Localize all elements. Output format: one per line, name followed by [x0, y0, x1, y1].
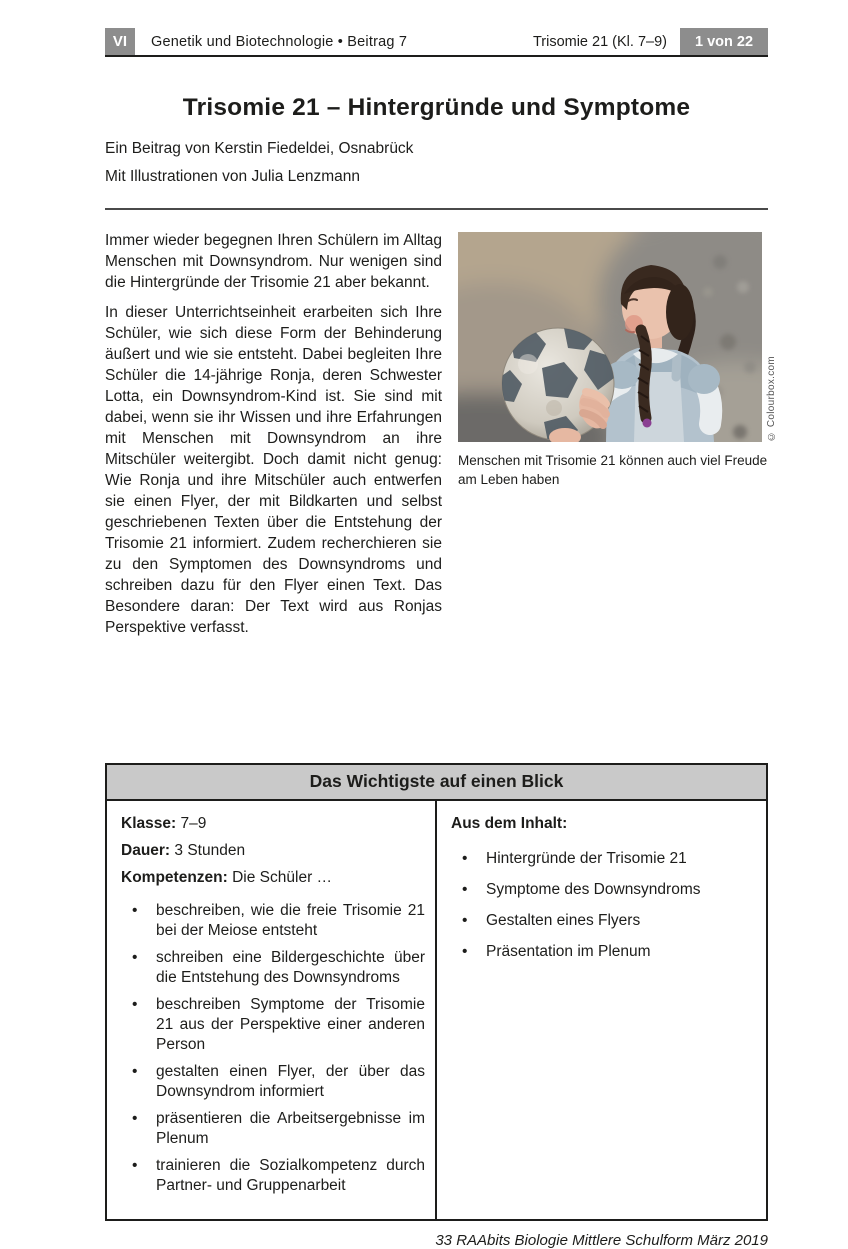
photo-frame	[458, 232, 777, 442]
hair-tie	[643, 419, 652, 428]
fact-dauer	[121, 841, 425, 861]
competency-item: • trainieren die Sozialkompetenz durch Partner- und Gruppenarbeit	[121, 1156, 425, 1196]
fact-value: 7–9	[180, 815, 207, 832]
photo-girl-with-soccer-ball	[458, 232, 762, 442]
content-item: • Präsentation im Plenum	[451, 942, 756, 962]
photo-credit: © Colourbox.com	[766, 356, 777, 442]
intro-text-column	[105, 230, 442, 647]
page-content	[105, 0, 777, 1249]
header-series-title: Genetik und Biotechnologie • Beitrag 7	[151, 33, 408, 50]
intro-paragraph-1: Immer wieder begegnen Ihren Schülern im Alltag Menschen mit Downsyndrom. Nur wenigen sind die Hintergründe der Trisomie 21 aber bekannt.	[105, 232, 442, 291]
content-item: • Gestalten eines Flyers	[451, 911, 756, 931]
fact-value: 3 Stunden	[174, 842, 246, 859]
overview-right-column	[437, 801, 766, 1219]
overview-box	[105, 763, 768, 1221]
intro-paragraph-2: In dieser Unterrichtseinheit erarbeiten sich Ihre Schüler, wie sich diese Form der Behinderung äußert und wie sie entsteht. Dabei begleiten Ihre Schüler die 14-jährige Ronja, deren Schwester Lotta, ein Downsyndrom-Kind ist. Sie sind mit dabei, wenn sie ihr Wissen und ihre Erfahrungen mit Menschen mit Downsyndrom an ihre Mitschüler weitergibt. Doch damit nicht genug: Wie Ronja und ihre Mitschüler auch entwerfen sie einen Flyer, der mit Bildkarten und selbst geschriebenen Texten über die Entstehung der Trisomie 21 informiert. Zudem recherchieren sie zu den Symptomen des Downsyndroms und schreiben dazu für den Flyer einen Text. Das Besondere daran: Der Text wird aus Ronjas Perspektive verfasst.	[105, 304, 442, 636]
content-item: • Hintergründe der Trisomie 21	[451, 849, 756, 869]
illustrator-byline: Mit Illustrationen von Julia Lenzmann	[105, 168, 361, 185]
fact-kompetenzen	[121, 868, 425, 888]
fact-label: Klasse:	[121, 815, 177, 832]
photo-figure	[458, 232, 777, 647]
content-item: • Symptome des Downsyndroms	[451, 880, 756, 900]
page-header	[105, 28, 768, 57]
page-footer: 33 RAAbits Biologie Mittlere Schulform März 2019	[435, 1232, 768, 1249]
competency-item: • beschreiben Symptome der Trisomie 21 aus der Perspektive einer anderen Person	[121, 995, 425, 1055]
competency-item: • gestalten einen Flyer, der über das Downsyndrom informiert	[121, 1062, 425, 1102]
competency-item: • präsentieren die Arbeitsergebnisse im Plenum	[121, 1109, 425, 1149]
content-list	[451, 849, 756, 962]
page-title: Trisomie 21 – Hintergründe und Symptome	[182, 94, 691, 121]
competency-list	[121, 901, 425, 1196]
photo-caption: Menschen mit Trisomie 21 können auch viel Freude am Leben haben	[458, 453, 768, 487]
overview-box-title: Das Wichtigste auf einen Blick	[107, 765, 766, 801]
fact-label: Kompetenzen:	[121, 869, 228, 886]
overview-left-column	[107, 801, 437, 1219]
fact-label: Dauer:	[121, 842, 171, 859]
header-topic: Trisomie 21 (Kl. 7–9)	[532, 33, 667, 50]
competency-item: • schreiben eine Bildergeschichte über die Entstehung des Downsyndroms	[121, 948, 425, 988]
fact-klasse	[121, 814, 425, 834]
intro-section	[105, 230, 777, 647]
page-indicator: 1 von 22	[680, 28, 768, 55]
overview-box-columns	[107, 801, 766, 1219]
section-badge: VI	[105, 28, 135, 55]
fact-value: Die Schüler …	[232, 869, 333, 886]
competency-item: • beschreiben, wie die freie Trisomie 21 bei der Meiose entsteht	[121, 901, 425, 941]
divider-rule	[105, 208, 768, 210]
content-heading: Aus dem Inhalt:	[451, 815, 568, 832]
author-byline: Ein Beitrag von Kerstin Fiedeldei, Osnabrück	[105, 140, 414, 157]
header-bar	[105, 28, 768, 55]
